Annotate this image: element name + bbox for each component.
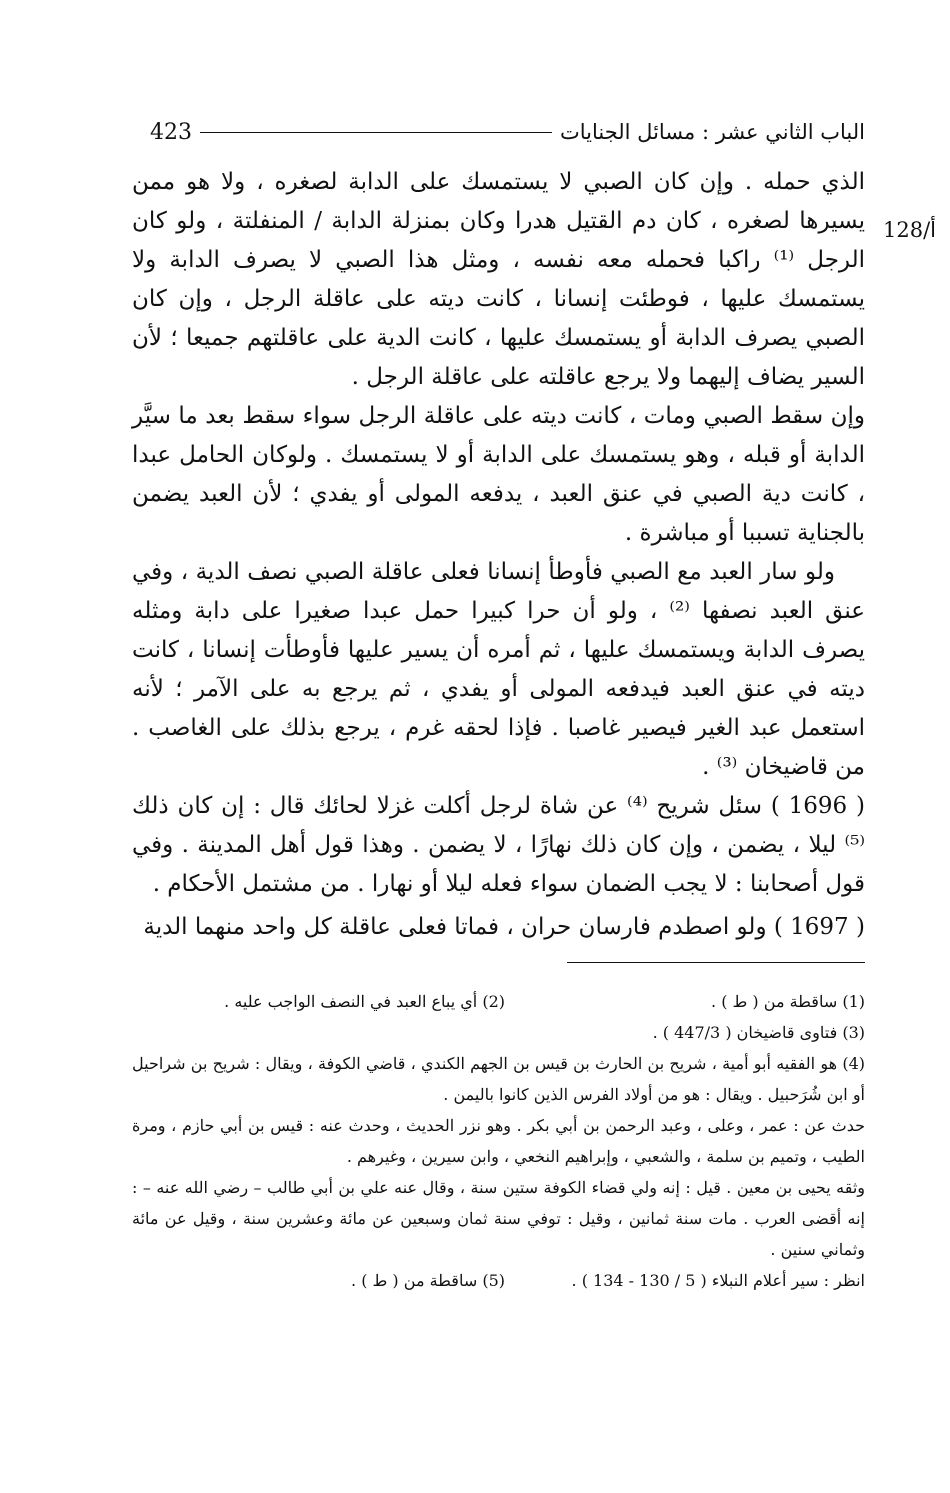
footnotes <box>132 986 865 1296</box>
footnote-5: (5) ساقطة من ( ط ) . <box>351 1271 505 1290</box>
header-rule <box>200 132 552 133</box>
paragraph: وإن سقط الصبي ومات ، كانت ديته على عاقلة الرجل سواء سقط بعد ما سيَّر الدابة أو قبله ، وهو يستمسك على الدابة أو لا يستمسك . ولوكان الحامل عبدا ، كانت دية الصبي في عنق العبد ، يدفعه المولى أو يفدي ؛ لأن العبد يضمن بالجناية تسببا أو مباشرة . <box>132 403 865 546</box>
footnote-row <box>132 986 865 1017</box>
main-text <box>132 163 865 947</box>
paragraph: ( 1697 ) ولو اصطدم فارسان حران ، فماتا فعلى عاقلة كل واحد منهما الدية <box>143 914 865 940</box>
paragraph: ( 1696 ) سئل شريح ⁽⁴⁾ عن شاة لرجل أكلت غزلا لحائك قال : إن كان ذلك ⁽⁵⁾ ليلا ، يضمن ، وإن كان ذلك نهارًا ، لا يضمن . وهذا قول أهل المدينة . وفي قول أصحابنا : لا يجب الضمان سواء فعله ليلا أو نهارا . من مشتمل الأحكام . <box>132 793 865 897</box>
footnote-2: (2) أي يباع العبد في النصف الواجب عليه . <box>224 992 505 1011</box>
manuscript-folio-note: 128/أ <box>882 218 936 242</box>
footnote-4-continued: وثقه يحيى بن معين . قيل : إنه ولي قضاء الكوفة ستين سنة ، وقال عنه علي بن أبي طالب – رضي الله عنه – : إنه أقضى العرب . مات سنة ثمانين ، وقيل : توفي سنة ثمان وسبعين عن مائة وعشرين سنة ، وقيل عن مائة وثماني سنين . <box>132 1178 865 1259</box>
paragraph: ولو سار العبد مع الصبي فأوطأ إنسانا فعلى عاقلة الصبي نصف الدية ، وفي عنق العبد نصفها ⁽²⁾ ، ولو أن حرا كبيرا حمل عبدا صغيرا على دابة ومثله يصرف الدابة ويستمسك عليها ، ثم أمره أن يسير عليها فأوطأت إنسانا ، كانت ديته في عنق العبد فيدفعه المولى أو يفدي ، ثم يرجع به على الآمر ؛ لأنه استعمل عبد الغير فيصير غاصبا . فإذا لحقه غرم ، يرجع بذلك على الغاصب . من قاضيخان ⁽³⁾ . <box>132 559 865 780</box>
footnote-3: (3) فتاوى قاضيخان ( 447/3 ) . <box>652 1023 865 1042</box>
page-number: 423 <box>150 119 192 145</box>
footnote-separator <box>567 962 865 963</box>
footnote-row <box>132 1265 865 1296</box>
paragraph: الذي حمله . وإن كان الصبي لا يستمسك على الدابة لصغره ، ولا هو ممن يسيرها لصغره ، كان دم القتيل هدرا وكان بمنزلة الدابة / المنفلتة ، ولو كان الرجل ⁽¹⁾ راكبا فحمله معه نفسه ، ومثل هذا الصبي لا يصرف الدابة ولا يستمسك عليها ، فوطئت إنسانا ، كانت ديته على عاقلة الرجل ، وإن كان الصبي يصرف الدابة أو يستمسك عليها ، كانت الدية على عاقلتهم جميعا ؛ لأن السير يضاف إليهما ولا يرجع عاقلته على عاقلة الرجل . <box>132 169 866 390</box>
chapter-title: الباب الثاني عشر : مسائل الجنايات <box>559 120 865 144</box>
footnote-4: (4) هو الفقيه أبو أمية ، شريح بن الحارث بن قيس بن الجهم الكندي ، قاضي الكوفة ، ويقال : شريح بن شراحيل أو ابن شُرَحبيل . ويقال : هو من أولاد الفرس الذين كانوا باليمن . <box>132 1054 865 1104</box>
footnote-4-reference: انظر : سير أعلام النبلاء ( 5 / 130 - 134 ) . <box>571 1271 865 1290</box>
footnote-4-continued: حدث عن : عمر ، وعلى ، وعبد الرحمن بن أبي بكر . وهو نزر الحديث ، وحدث عنه : قيس بن أبي حازم ، ومرة الطيب ، وتميم بن سلمة ، والشعبي ، وإبراهيم النخعي ، وابن سيرين ، وغيرهم . <box>132 1116 866 1166</box>
footnote-1: (1) ساقطة من ( ط ) . <box>711 992 865 1011</box>
running-header <box>150 112 865 152</box>
